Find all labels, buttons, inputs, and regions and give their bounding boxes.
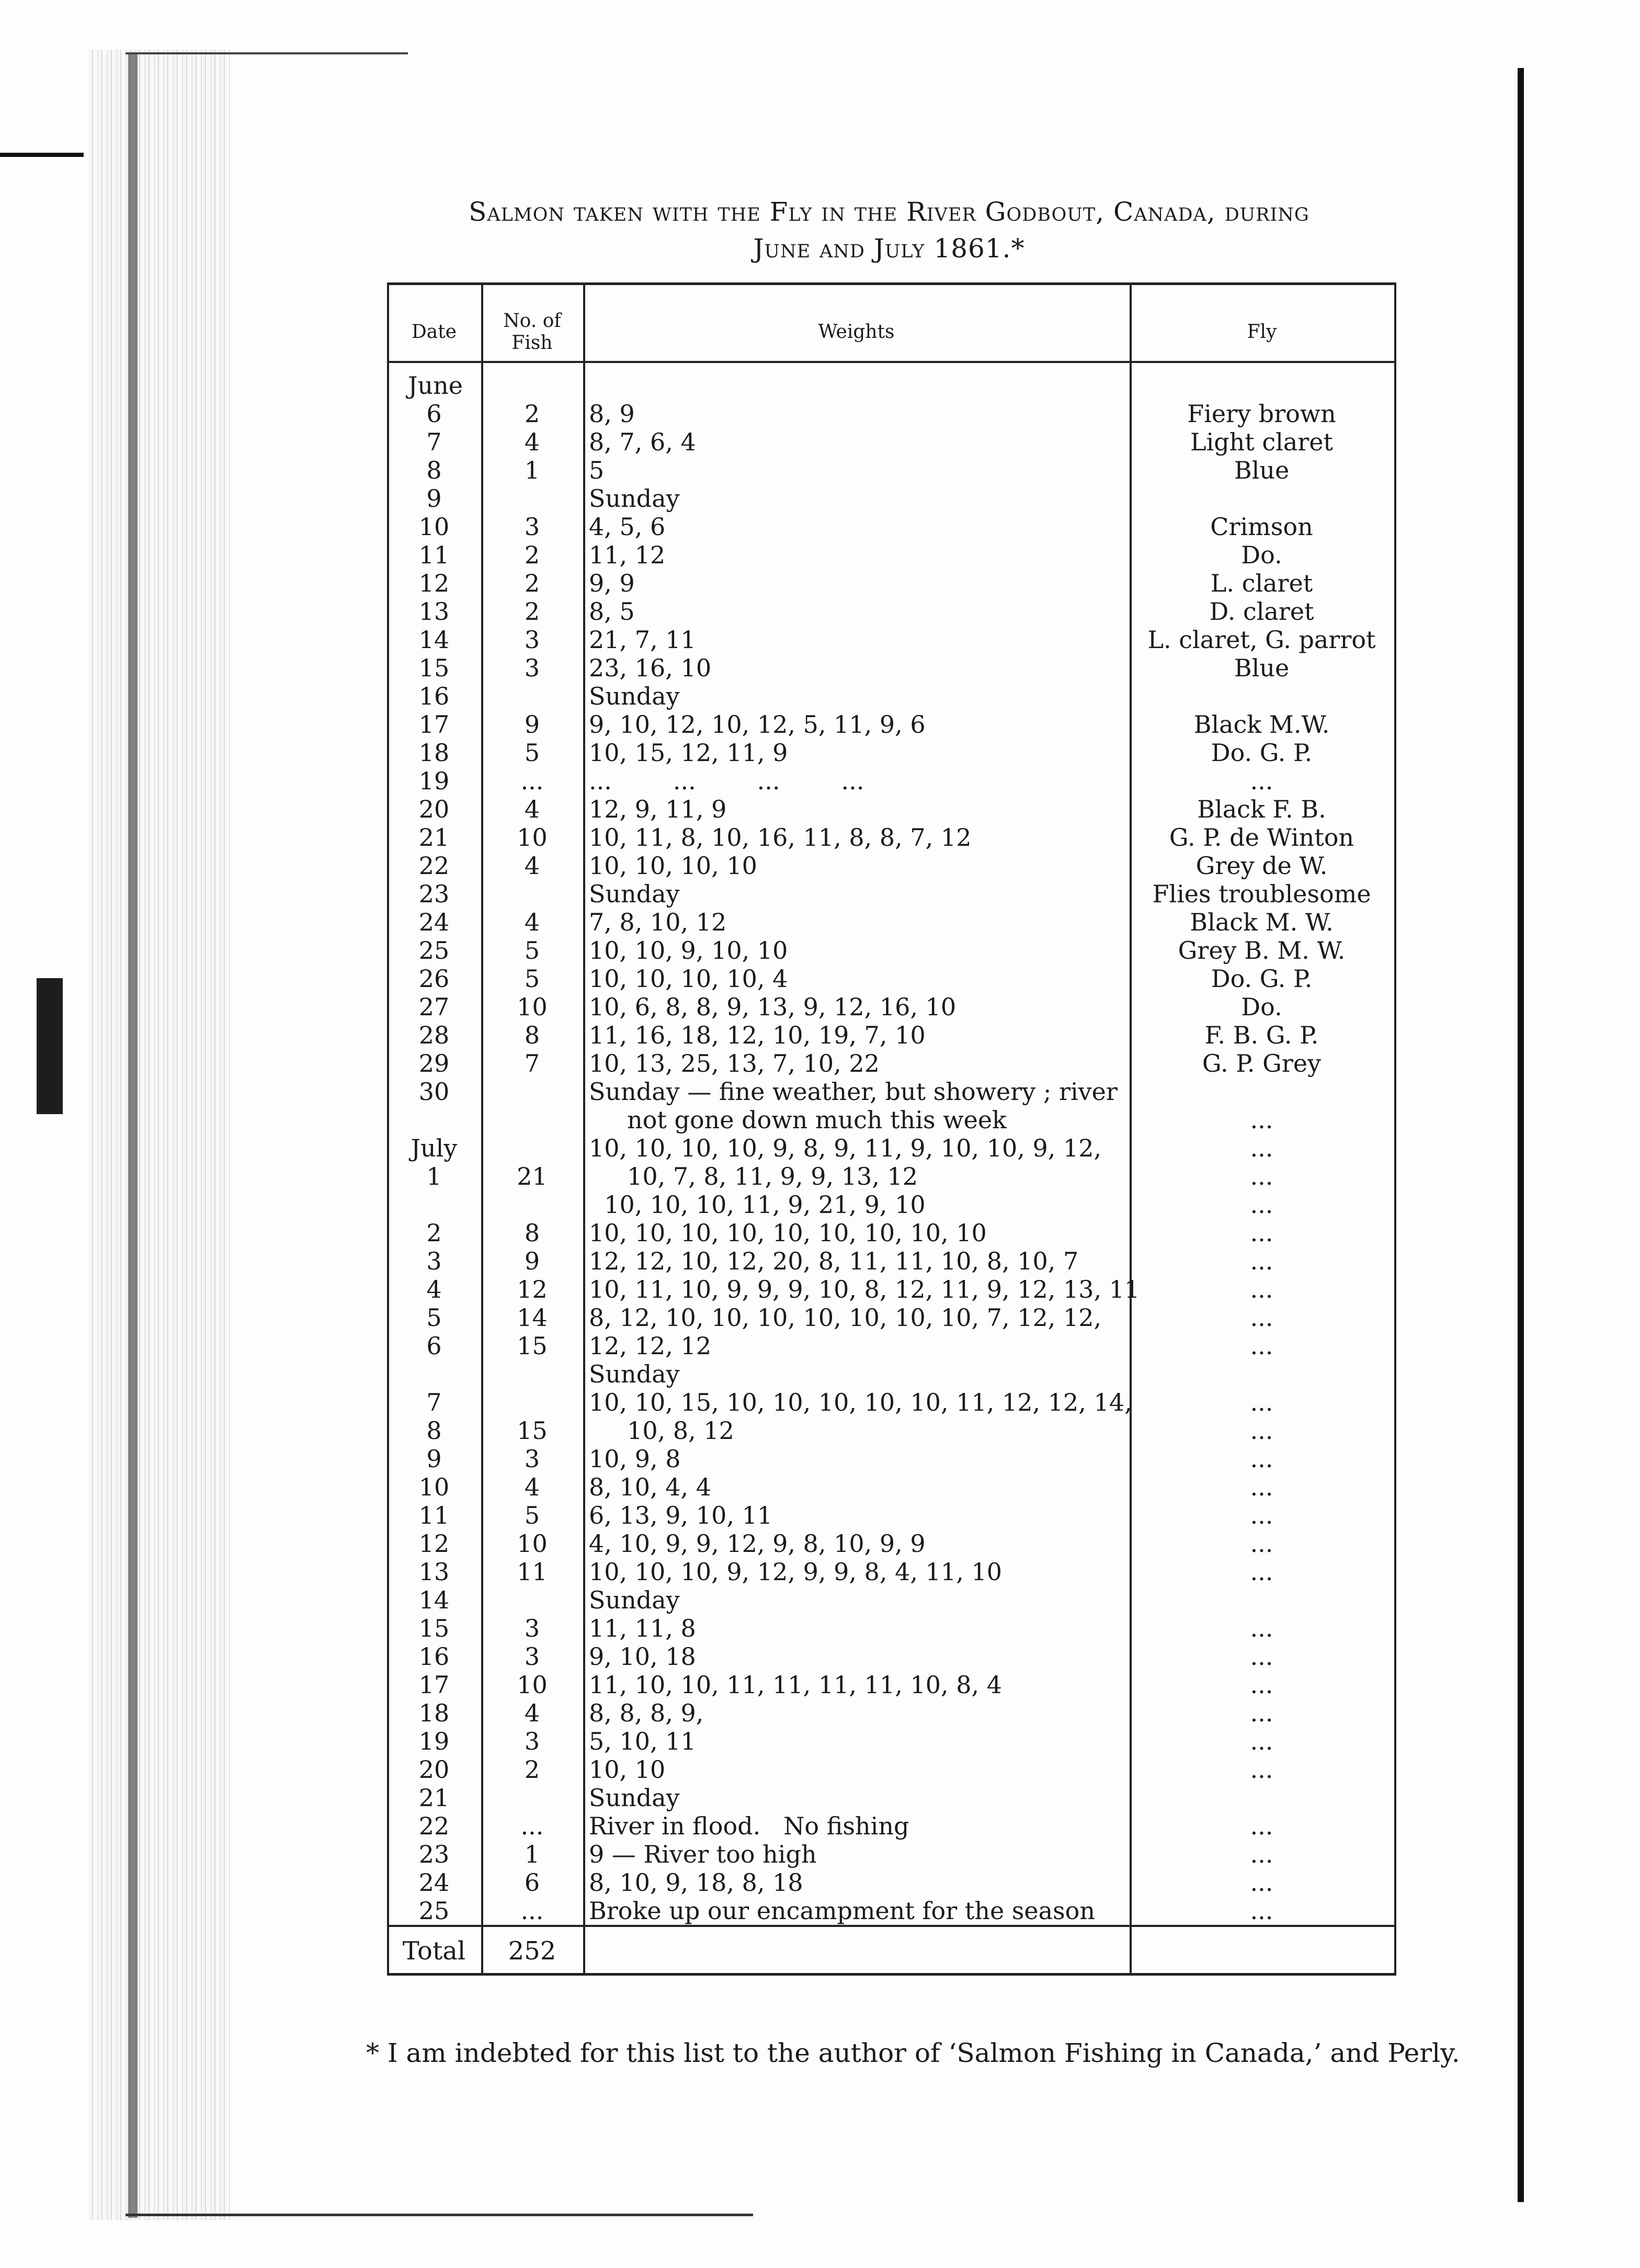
weights-cell: 10, 7, 8, 11, 9, 9, 13, 12 [589,1162,918,1190]
table-row [387,654,1396,682]
fish-count-cell: 4 [524,852,540,880]
date-cell: 9 [426,484,442,513]
page-edge-bar [1518,68,1524,2202]
fly-cell: ... [1250,1303,1273,1332]
fish-count-cell: 21 [517,1162,548,1190]
table-row [387,1388,1396,1416]
fish-count-cell: 3 [524,1642,540,1671]
weights-cell: 10, 11, 10, 9, 9, 9, 10, 8, 12, 11, 9, 12, 13, 11 [589,1275,1140,1303]
date-cell: 23 [418,1840,450,1868]
fish-count-cell: 2 [524,541,540,569]
fish-count-cell: 5 [524,739,540,767]
date-cell: July [411,1134,458,1162]
fly-cell: ... [1250,1388,1273,1416]
date-cell: 30 [418,1078,450,1106]
weights-cell: Sunday — fine weather, but showery ; river [589,1078,1118,1106]
date-cell: 6 [426,1332,442,1360]
weights-cell: 10, 15, 12, 11, 9 [589,739,788,767]
table-bottom-rule [387,1973,1396,1976]
fly-cell: Light claret [1190,428,1334,456]
table-row [387,1586,1396,1614]
weights-cell: River in flood. No fishing [589,1812,909,1840]
table-row [387,569,1396,597]
date-cell: 20 [418,1755,450,1784]
weights-cell: 8, 9 [589,400,635,428]
fly-cell: ... [1250,1727,1273,1755]
total-top-rule [387,1925,1396,1927]
header-rule [387,361,1396,363]
weights-cell: 4, 5, 6 [589,513,666,541]
table-row [387,1219,1396,1247]
weights-cell: 21, 7, 11 [589,626,696,654]
fish-count-cell: 4 [524,908,540,936]
weights-cell: 10, 10, 15, 10, 10, 10, 10, 10, 11, 12, 12, 14, [589,1388,1132,1416]
table-row [387,1445,1396,1473]
weights-cell: 12, 9, 11, 9 [589,795,727,823]
fly-cell: Grey B. M. W. [1178,936,1346,965]
fish-count-cell: 5 [524,936,540,965]
table-row [387,484,1396,513]
fly-cell: ... [1250,1755,1273,1784]
fish-count-cell: 11 [517,1558,548,1586]
fish-count-cell: 15 [517,1332,548,1360]
table-row [387,1078,1396,1106]
table-row [387,541,1396,569]
weights-cell: 9, 10, 12, 10, 12, 5, 11, 9, 6 [589,710,926,739]
date-cell: 25 [418,936,450,965]
fly-cell: ... [1250,1416,1273,1445]
weights-cell: 11, 11, 8 [589,1614,696,1642]
fly-cell: Do. G. P. [1211,965,1313,993]
weights-cell: 7, 8, 10, 12 [589,908,727,936]
weights-cell: Sunday [589,1784,680,1812]
table-row [387,1840,1396,1868]
table-row [387,993,1396,1021]
date-cell: 17 [418,1671,450,1699]
table-row [387,880,1396,908]
fish-count-cell: 3 [524,1445,540,1473]
date-cell: 15 [418,1614,450,1642]
table-row [387,710,1396,739]
weights-cell: Broke up our encampment for the season [589,1897,1095,1925]
date-cell: 16 [418,682,450,710]
scan-bottom-line [126,2214,753,2216]
weights-cell: 9, 9 [589,569,635,597]
table-row [387,1501,1396,1529]
table-row [387,1049,1396,1078]
fish-count-cell: 2 [524,597,540,626]
weights-cell: 10, 10, 10, 10, 9, 8, 9, 11, 9, 10, 10, 9, 12, [589,1134,1102,1162]
date-cell: 21 [418,1784,450,1812]
page-title [366,194,1412,267]
table-row [387,626,1396,654]
weights-cell: 10, 10, 10, 10, 10, 10, 10, 10, 10 [589,1219,987,1247]
total-value: 252 [508,1936,556,1966]
month-label: June [408,371,463,400]
date-cell: 28 [418,1021,450,1049]
weights-cell: Sunday [589,880,680,908]
date-cell: 3 [426,1247,442,1275]
fish-count-cell: 1 [524,456,540,484]
table-row [387,1812,1396,1840]
fly-cell: Do. [1241,541,1282,569]
table-row [387,1671,1396,1699]
table-row [387,1868,1396,1897]
fish-count-cell: 2 [524,400,540,428]
table-row [387,908,1396,936]
fly-cell: Black F. B. [1197,795,1326,823]
fly-cell: ... [1250,1558,1273,1586]
date-cell: 25 [418,1897,450,1925]
fish-count-cell: 2 [524,569,540,597]
date-cell: 13 [418,1558,450,1586]
fly-cell: ... [1250,1332,1273,1360]
scan-edge-mark [0,153,84,157]
weights-cell: 10, 10 [589,1755,666,1784]
table-row [387,1416,1396,1445]
weights-cell: 8, 10, 4, 4 [589,1473,712,1501]
fly-cell: ... [1250,1106,1273,1134]
fly-cell: ... [1250,1699,1273,1727]
fish-count-cell: 3 [524,1727,540,1755]
weights-cell: Sunday [589,1586,680,1614]
fly-cell: Crimson [1210,513,1313,541]
fish-count-cell: 3 [524,513,540,541]
table-row [387,1303,1396,1332]
fish-count-cell: 10 [517,993,548,1021]
fly-cell: ... [1250,1868,1273,1897]
fish-count-cell: 1 [524,1840,540,1868]
weights-cell: ... ... ... ... [589,767,864,795]
fish-count-cell: 10 [517,1529,548,1558]
fish-count-cell: 9 [524,710,540,739]
fish-count-cell: 5 [524,1501,540,1529]
weights-cell: 10, 10, 10, 10, 4 [589,965,788,993]
table-row [387,1190,1396,1219]
date-cell: 7 [426,1388,442,1416]
weights-cell: 10, 6, 8, 8, 9, 13, 9, 12, 16, 10 [589,993,956,1021]
fish-count-cell: 14 [517,1303,548,1332]
table-row [387,767,1396,795]
table-row [387,852,1396,880]
fly-cell: Do. [1241,993,1282,1021]
footnote: * I am indebted for this list to the author of ‘Salmon Fishing in Canada,’ and Perly. [366,2038,1460,2068]
fly-cell: G. P. de Winton [1169,823,1354,852]
weights-cell: not gone down much this week [589,1106,1007,1134]
header-num-line-1: No. of [503,310,561,332]
weights-cell: 8, 8, 8, 9, [589,1699,704,1727]
fly-cell: Do. G. P. [1211,739,1313,767]
weights-cell: Sunday [589,484,680,513]
weights-cell: 6, 13, 9, 10, 11 [589,1501,773,1529]
date-cell: 18 [418,739,450,767]
table-row [387,597,1396,626]
weights-cell: 5 [589,456,605,484]
fly-cell: ... [1250,1190,1273,1219]
date-cell: 23 [418,880,450,908]
date-cell: 12 [418,569,450,597]
table-row [387,1558,1396,1586]
title-line-1: Salmon taken with the Fly in the River Godbout, Canada, during [469,197,1309,227]
date-cell: 19 [418,767,450,795]
table-row [387,1106,1396,1134]
fly-cell: L. claret [1210,569,1313,597]
table-row [387,1727,1396,1755]
header-weights: Weights [818,321,895,343]
date-cell: 26 [418,965,450,993]
fly-cell: D. claret [1209,597,1314,626]
table-row [387,965,1396,993]
table-row [387,1614,1396,1642]
fly-cell: ... [1250,1473,1273,1501]
date-cell: 20 [418,795,450,823]
fish-count-cell: 8 [524,1021,540,1049]
weights-cell: 8, 7, 6, 4 [589,428,696,456]
weights-cell: 12, 12, 12 [589,1332,712,1360]
weights-cell: 23, 16, 10 [589,654,712,682]
fly-cell: Fiery brown [1187,400,1336,428]
table-row [387,795,1396,823]
table-row [387,1642,1396,1671]
fly-cell: ... [1250,1219,1273,1247]
date-cell: 12 [418,1529,450,1558]
weights-cell: 10, 10, 10, 9, 12, 9, 9, 8, 4, 11, 10 [589,1558,1002,1586]
weights-cell: 8, 5 [589,597,635,626]
fly-cell: F. B. G. P. [1204,1021,1319,1049]
table-row [387,1360,1396,1388]
weights-cell: 8, 10, 9, 18, 8, 18 [589,1868,803,1897]
weights-cell: Sunday [589,682,680,710]
date-cell: 14 [418,626,450,654]
total-label: Total [402,1936,466,1966]
fly-cell: Black M. W. [1190,908,1334,936]
weights-cell: 11, 16, 18, 12, 10, 19, 7, 10 [589,1021,926,1049]
title-line-2: June and July 1861.* [753,233,1025,264]
table-row [387,1332,1396,1360]
fly-cell: ... [1250,1162,1273,1190]
table-row [387,1755,1396,1784]
weights-cell: 10, 10, 10, 11, 9, 21, 9, 10 [589,1190,926,1219]
weights-cell: 9 — River too high [589,1840,817,1868]
date-cell: 6 [426,400,442,428]
table-row [387,1247,1396,1275]
date-cell: 13 [418,597,450,626]
table-row [387,1134,1396,1162]
table-row [387,1784,1396,1812]
date-cell: 27 [418,993,450,1021]
fish-count-cell: 4 [524,1473,540,1501]
date-cell: 7 [426,428,442,456]
date-cell: 22 [418,1812,450,1840]
fly-cell: ... [1250,1840,1273,1868]
date-cell: 8 [426,456,442,484]
fly-cell: ... [1250,1897,1273,1925]
fly-cell: ... [1250,1614,1273,1642]
fish-count-cell: 5 [524,965,540,993]
fish-count-cell: 4 [524,428,540,456]
fly-cell: ... [1250,1529,1273,1558]
date-cell: 17 [418,710,450,739]
date-cell: 1 [426,1162,442,1190]
weights-cell: 11, 12 [589,541,666,569]
table-row [387,1699,1396,1727]
fly-cell: L. claret, G. parrot [1147,626,1376,654]
weights-cell: 10, 8, 12 [589,1416,734,1445]
table-row [387,456,1396,484]
table-row [387,1473,1396,1501]
fish-count-cell: 12 [517,1275,548,1303]
weights-cell: 10, 11, 8, 10, 16, 11, 8, 8, 7, 12 [589,823,972,852]
header-num [481,303,583,361]
table-row [387,1897,1396,1925]
date-cell: 2 [426,1219,442,1247]
date-cell: 24 [418,908,450,936]
date-cell: 21 [418,823,450,852]
book-gutter [128,52,138,2218]
table-row [387,682,1396,710]
fish-count-cell: 15 [517,1416,548,1445]
weights-cell: 12, 12, 10, 12, 20, 8, 11, 11, 10, 8, 10, 7 [589,1247,1079,1275]
date-cell: 11 [418,541,450,569]
date-cell: 29 [418,1049,450,1078]
fly-cell: ... [1250,767,1273,795]
table-top-rule [387,282,1396,285]
fish-count-cell: 6 [524,1868,540,1897]
fish-count-cell: 3 [524,654,540,682]
header-fly: Fly [1247,321,1277,343]
fish-count-cell: 3 [524,1614,540,1642]
date-cell: 18 [418,1699,450,1727]
weights-cell: 10, 9, 8 [589,1445,681,1473]
fish-count-cell: ... [520,1812,544,1840]
total-row [387,1930,1396,1972]
fish-count-cell: 4 [524,1699,540,1727]
fly-cell: ... [1250,1812,1273,1840]
date-cell: 11 [418,1501,450,1529]
header-date: Date [411,321,457,343]
salmon-table [387,282,1396,1995]
fish-count-cell: 10 [517,1671,548,1699]
weights-cell: 4, 10, 9, 9, 12, 9, 8, 10, 9, 9 [589,1529,926,1558]
weights-cell: 11, 10, 10, 11, 11, 11, 11, 10, 8, 4 [589,1671,1002,1699]
date-cell: 9 [426,1445,442,1473]
date-cell: 8 [426,1416,442,1445]
fish-count-cell: 7 [524,1049,540,1078]
fish-count-cell: 9 [524,1247,540,1275]
weights-cell: 10, 10, 10, 10 [589,852,757,880]
fly-cell: ... [1250,1445,1273,1473]
fly-cell: Flies troublesome [1152,880,1371,908]
fish-count-cell: 8 [524,1219,540,1247]
fish-count-cell: 4 [524,795,540,823]
date-cell: 10 [418,513,450,541]
date-cell: 16 [418,1642,450,1671]
fish-count-cell: 2 [524,1755,540,1784]
date-cell: 4 [426,1275,442,1303]
table-row [387,1275,1396,1303]
table-row [387,1529,1396,1558]
weights-cell: 10, 13, 25, 13, 7, 10, 22 [589,1049,880,1078]
date-cell: 19 [418,1727,450,1755]
table-row [387,1021,1396,1049]
weights-cell: 5, 10, 11 [589,1727,696,1755]
fly-cell: ... [1250,1501,1273,1529]
fly-cell: ... [1250,1275,1273,1303]
weights-cell: 9, 10, 18 [589,1642,696,1671]
date-cell: 24 [418,1868,450,1897]
table-row [387,428,1396,456]
fly-cell: ... [1250,1642,1273,1671]
fly-cell: Blue [1234,456,1290,484]
scan-edge-block [37,978,63,1114]
date-cell: 10 [418,1473,450,1501]
fish-count-cell: ... [520,1897,544,1925]
fly-cell: Black M.W. [1193,710,1330,739]
fish-count-cell: 10 [517,823,548,852]
fly-cell: ... [1250,1671,1273,1699]
table-row [387,400,1396,428]
date-cell: 14 [418,1586,450,1614]
date-cell: 15 [418,654,450,682]
fly-cell: Grey de W. [1195,852,1328,880]
fly-cell: Blue [1234,654,1290,682]
fly-cell: ... [1250,1134,1273,1162]
fly-cell: ... [1250,1247,1273,1275]
table-row [387,371,1396,400]
fish-count-cell: ... [520,767,544,795]
weights-cell: 8, 12, 10, 10, 10, 10, 10, 10, 10, 7, 12, 12, [589,1303,1102,1332]
book-binding-shadow [89,50,230,2220]
date-cell: 5 [426,1303,442,1332]
table-row [387,513,1396,541]
table-row [387,739,1396,767]
date-cell: 22 [418,852,450,880]
table-row [387,823,1396,852]
weights-cell: 10, 10, 9, 10, 10 [589,936,788,965]
header-num-line-2: Fish [511,332,553,354]
scan-top-line [126,52,408,54]
table-row [387,936,1396,965]
weights-cell: Sunday [589,1360,680,1388]
fly-cell: G. P. Grey [1202,1049,1322,1078]
fish-count-cell: 3 [524,626,540,654]
table-row [387,1162,1396,1190]
